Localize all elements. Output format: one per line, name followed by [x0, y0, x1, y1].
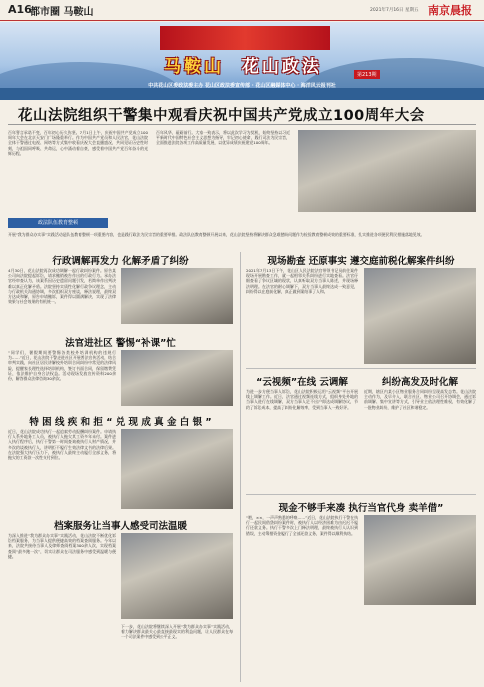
article-photo: [121, 533, 233, 619]
lead-article-text-continued: 百年风华，砥砺前行。大家一致表示，将以此次学习为契机，始终坚持以习近平新时代中国特色社会主义思想为指导，牢记初心使命，践行司法为民宗旨，全面推进法院各项工作高质量发展，以优异成绩庆祝建党100周年。: [156, 130, 290, 146]
article-body: 为进一步方便当事人诉讼，花山法院积极运用“云视频”平台开展线上调解工作。近日，法官通过视频连线方式，组织身处外地的当事人进行在线调解，双方当事人足不出户即达成调解协议，节约了诉讼成本，提高了纠纷化解效率，受到当事人一致好评。: [246, 389, 358, 410]
article-title: 现场勘查 还原事实 遵交庭前税化解案件纠纷: [267, 256, 455, 267]
page-number: A16: [8, 3, 32, 16]
article-photo: [121, 429, 233, 509]
campaign-intro: 开展“我为群众办实事”实践活动是队伍教育整顿一项重要内容，也是践行政法为民宗旨的重要举措。政法队伍教育整顿开展以来，花山法院坚持将解决群众急难愁盼问题作为检验教育整顿成效的重要标准，扎实推进各项便民利民措施落地见效。: [8, 232, 425, 237]
section-divider: [246, 368, 476, 369]
banner-slogan: 中共花山区委政法委主办 花山区政法委宣传部 · 花山区融媒体中心 · 海洋风云报刊社: [148, 83, 336, 89]
article-photo: [364, 268, 476, 364]
banner-title-part2: 花山政法: [241, 57, 322, 77]
issue-date: 2021年7月16日 星期五: [370, 8, 419, 13]
article-title: 现金不够手来凑 执行当官代身 卖羊借”: [278, 503, 444, 514]
closing-text: 下一步，花山法院将继续深入开展“我为群众办实事”实践活动，着力解决群众最关心最直接最现实的利益问题，让人民群众在每一个司法案件中感受到公平正义。: [121, 624, 233, 640]
article-title: 行政调解再发力 化解矛盾了纠纷: [52, 256, 189, 267]
article-body: 为深入推进“我为群众办实事”实践活动，花山法院不断优化诉讼档案服务，为当事人提供便捷高效的档案查阅服务。今年以来，法院共接待当事人及律师查阅档案300余人次，实现档案查阅“最多跑一次”，切实让群众在司法服务中感受到温暖与便捷。: [8, 533, 116, 559]
river-graphic: [0, 88, 484, 100]
flag-ribbon-graphic: [160, 26, 330, 50]
campaign-tag: 政法队伍教育整顿: [8, 218, 108, 228]
main-headline: 花山法院组织干警集中观看庆祝中国共产党成立100周年大会: [18, 108, 425, 124]
article-body: 4月30日，花山法院再次成功调解一起行政纠纷案件。原告某公司向法院提起诉讼，请求撤销被告作出的行政行为。承办法官经审查认为，该案系因历史遗留问题引发，若简单作出判决难以真正化解矛盾。法院坚持实质性化解行政争议理念，主动与行政机关沟通协调，多次组织双方座谈，释法说理，最终双方达成和解，原告申请撤诉，案件得以圆满解决，实现了法律效果与社会效果的有机统一。: [8, 268, 116, 305]
article-body: “同学们，暑假期间要警惕各类校外培训机构的违规行为……”近日，花山法院干警走进社区开展普法宣传活动，结合审判实践，向社区居民讲解校外培训合同纠纷中常见的法律风险，提醒家长理性选择培训机构，签订书面合同，保留缴费凭证，依法维护自身合法权益。活动现场发放宣传资料200余份，解答群众法律咨询30余次。: [8, 350, 116, 382]
article-photo: [121, 268, 233, 324]
article-title: 档案服务让当事人感受司法温暖: [53, 521, 187, 532]
banner-title-part1: 马鞍山: [164, 57, 225, 77]
article-body: 近日，花山法院成功执行一起追索劳动报酬纠纷案件。申请执行人系外地务工人员，被执行人拖欠其工资多年未付。案件进入执行程序后，执行干警第一时间查询被执行人财产情况，并多次约谈被执行人，讲明拒不履行生效法律文书的法律后果。在法院强大执行压力下，被执行人最终主动履行全部义务，将拖欠的工资款一次性支付到位。: [8, 429, 116, 461]
headline-divider: [8, 124, 476, 125]
article-photo: [121, 350, 233, 406]
article-title: 法官进社区 警惕“补课”忙: [65, 338, 176, 349]
newspaper-brand: 南京晨报: [428, 4, 472, 17]
article-body: “喂，××，一声声熟悉的呼唤……”近日，花山法院执行干警在执行一起民间借贷纠纷案件时，被执行人以经济困难为由迟迟不履行还款义务。执行干警多次上门释法明理，最终被执行人认识到错误，主动筹措资金履行了全部还款义务，案件得以顺利执结。: [246, 515, 358, 536]
banner-issue-number: 第213期: [354, 70, 380, 79]
article-title: 特 困 线 疾 和 拒 “ 兑 现 成 真 金 白 银 ”: [29, 417, 212, 428]
article-photo: [364, 515, 476, 605]
section-name: 都市圈 马鞍山: [30, 7, 94, 18]
lead-article-text: 百年誓言承诺不变，百年初心历久弥坚。7月1日上午，庆祝中国共产党成立100周年大会在北京天安门广场隆重举行。作为中国共产党员和人民法官，花山法院全体干警通过电视、网络等方式集中收看庆祝大会直播盛况，共同见证历史性时刻，与祖国同呼吸、共命运，心中涌动着自豪，感受着中国共产党百年奋斗的光辉历程。: [8, 130, 148, 156]
column-divider: [240, 252, 241, 682]
article-body: 2021年7月13日下午，花山区人民法院法官带领书记员前往案件现场开展勘查工作，就一起相邻关系纠纷进行实地查看。法官仔细查看了争议区域的现状，认真听取双方当事人陈述，并现场释法明理。在法官的耐心调解下，双方当事人最终达成一致意见，纠纷得以在庭前化解，真正做到案结事了人和。: [246, 268, 358, 294]
article-title: “云视频”在线 云调解: [256, 377, 348, 388]
banner-title: [118, 52, 368, 77]
article-title: 纠纷高发及时化解: [381, 377, 458, 388]
section-divider: [246, 494, 476, 495]
lead-article-photo: [298, 130, 476, 212]
column-banner: [0, 22, 484, 100]
article-body: 近期，辖区内某小区物业服务合同纠纷呈现高发态势。花山法院主动作为，及早介入，联合社区、物业公司召开协调会，通过诉前调解、集中宣讲等方式，引导业主依法理性维权，有效化解了一批物业纠纷，维护了社区和谐稳定。: [364, 389, 476, 410]
